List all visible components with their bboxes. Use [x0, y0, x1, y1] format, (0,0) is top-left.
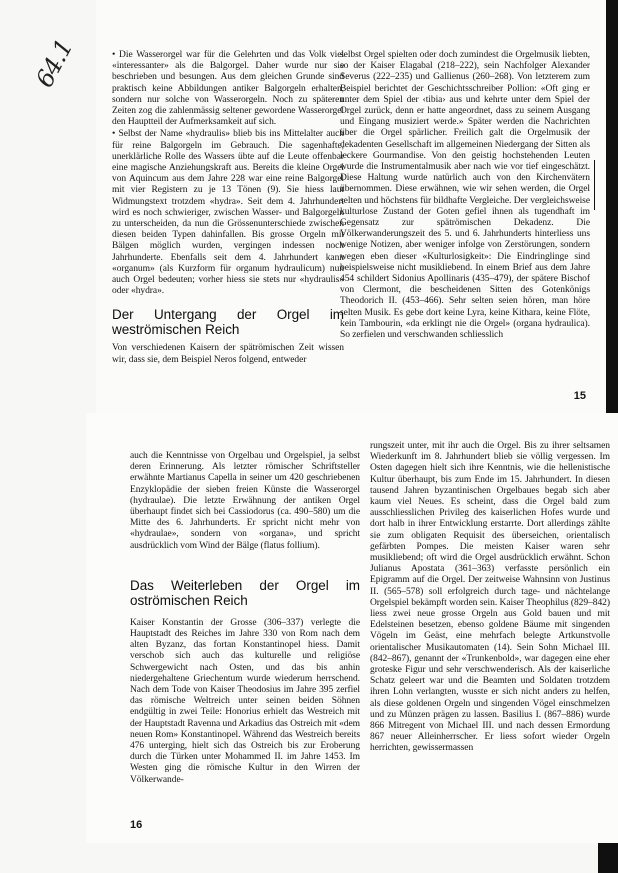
paragraph-orgel-spielten: selbst Orgel spielten oder doch zumindest die Orgelmusik liebten, so der Kaiser Elagabal (218–222), sein Nachfolger Alexander Severus (222–235) und Gallienus (260–268). Von letzterem zum Beispiel berichtet der Geschichtsschreiber Pollion: «Oft ging er unter dem Spiel der ‹tibia› aus und kehrte unter dem Spiel der Orgel zurück, denn er hatte angeordnet, dass zu seinem Ausgang und Eingang musiziert werde.» Später werden die Nachrichten über die Orgel spärlicher. Freilich galt die Orgelmusik der dekadenten Gesellschaft im allgemeinen Niedergang der Sitten als leckere Gourmandise. Von den geistig hochstehenden Leuten wurde die Instrumentalmusik aber nach wie vor tief eingeschätzt. Diese Haltung wurde natürlich auch von den Kirchenvätern übernommen. Diese erwähnen, wie wir sehen werden, die Orgel selten und höchstens für bildhafte Vergleiche. Der vergleichsweise kulturlose Zustand der Goten gefiel ihnen als tugendhaft im Gegensatz zur spätrömischen Dekadenz. Die Völkerwanderungszeit des 5. und 6. Jahrhunderts hinterliess uns wenige Notizen, aber weniger infolge von Zerstörungen, sondern wegen eben dieser «Kulturlosigkeit»: Die Eindringlinge sind beispielsweise nicht musikliebend. In einem Brief aus dem Jahre 454 schildert Sidonius Apollinaris (435–479), der spätere Bischof von Clermont, die bescheidenen Sitten des Gotenkönigs Theodorich II. (453–466). Sehr selten seien hören, man höre selten Musik. Es gebe dort keine Lyra, keine Kithara, keine Flöte, kein Tambourin, «da erklingt nie die Orgel» (organa hydraulica). So zerfielen und verschwanden schliesslich — [340, 50, 590, 341]
paragraph-konstantin: Kaiser Konstantin der Grosse (306–337) verlegte die Hauptstadt des Reiches im Jahre 330 von Rom nach dem alten Byzanz, das fortan Konstantinopel hiess. Damit verschob sich auch das kulturelle und religiöse Schwergewicht nach Osten, und das bis anhin niedergehaltene Griechentum wurde wiederum herrschend. Nach dem Tode von Kaiser Theodosius im Jahre 395 zerfiel das römische Weltreich unter seinen beiden Söhnen endgültig in zwei Teile: Honorius erhielt das Westreich mit der Hauptstadt Ravenna und Arkadius das Ostreich mit «dem neuen Rom» Konstantinopel. Während das Westreich bereits 476 unterging, hielt sich das Ostreich bis zur Eroberung durch die Türken unter Mohammed II. im Jahre 1453. Im Westen ging die römische Kultur in den Wirren der Völkerwande- — [130, 617, 360, 785]
heading-weiterleben: Das Weiterleben der Orgel im oströmischen Reich — [130, 577, 360, 608]
margin-mark — [594, 160, 595, 210]
page-number-15: 15 — [573, 390, 586, 402]
paragraph-rungszeit: rungszeit unter, mit ihr auch die Orgel. Bis zu ihrer seltsamen Wiederkunft im 8. Jahrhundert blieb sie völlig vergessen. Im Osten dagegen hielt sich ihre Kenntnis, wie die hellenistische Kultur überhaupt, bis zum Ende im 15. Jahrhundert. In diesen tausend Jahren byzantinischen Orgelbaues begab sich aber kaum viel Neues. Es scheint, dass die Orgel bald zum ausschliesslichen Privileg des kaiserlichen Hofes wurde und dort halb in ihrer Entwicklung erstarrte. Dort allerdings zählte sie zum obligaten Requisit des überseichen, orientalisch gefärbten Pompes. Die meisten Kaiser waren sehr musikliebend; oft wird die Orgel ausdrücklich erwähnt. Schon Julianus Apostata (361–363) verfasste persönlich ein Epigramm auf die Orgel. Der zeitweise Wahnsinn von Justinus II. (565–578) soll erfolgreich durch tage- und nächtelange Orgelspiel bekämpft worden sein. Kaiser Theophilus (829–842) liess zwei neue grosse Orgeln aus Gold bauen und mit Edelsteinen besetzen, ebenso goldene Bäume mit singenden Vögeln im Geäst, eine mehrfach belegte Artkunstvolle orientalischer Musikautomaten (14). Sein Sohn Michael III. (842–867), genannt der «Trunkenbold», war dagegen eine eher groteske Figur und sehr verschwenderisch. Als der kaiserliche Schatz geleert war und die Beamten und Soldaten trotzdem ihren Lohn verlangten, wusste er sich nicht anders zu helfen, als diese goldenen Orgeln und singenden Vögel einschmelzen und zu Münzen prägen zu lassen. Basilius I. (867–886) wurde 866 Mitregent von Michael III. und nach dessen Ermordung 867 neuer Alleinherrscher. Er liess sofort wieder Orgeln herrichten, gewissermassen — [370, 441, 610, 754]
page-16-right-column — [370, 441, 610, 755]
paragraph-kaiser: Von verschiedenen Kaisern der spätrömischen Zeit wissen wir, dass sie, dem Beispiel Neros folgend, entweder — [112, 343, 344, 365]
page-15-left-column — [112, 50, 344, 366]
page-16-left-column — [130, 451, 360, 786]
page-number-16: 16 — [130, 819, 143, 831]
paragraph-kenntnisse: auch die Kenntnisse von Orgelbau und Orgelspiel, ja selbst deren Erinnerung. Als letzter römischer Schriftsteller erwähnte Martianus Capella in seiner um 420 geschriebenen Enzyklopädie der sieben freien Künste die Wasserorgel (hydraulae). Die letzte Erwähnung der antiken Orgel überhaupt findet sich bei Cassiodorus (ca. 490–580) um die Mitte des 6. Jahrhunderts. Er spricht nicht mehr von «hydraulae», sondern von «organa», und spricht ausdrücklich vom Wind der Bälge (flatus follium). — [130, 451, 360, 551]
page-15 — [96, 0, 606, 413]
page-15-right-column — [340, 50, 590, 341]
handwritten-note: 64.1 — [30, 35, 79, 92]
paragraph-hydraulis: • Selbst der Name «hydraulis» blieb bis ins Mittelalter auch für reine Balgorgeln im Gebrauch. Die sagenhafte, unerklärliche Rolle des Wassers übte auf die Leute offenbar eine magische Anziehungskraft aus. Bereits die kleine Orgel von Aquincum aus dem Jahre 228 war eine reine Balgorgel mit vier Registern zu je 13 Tönen (9). Sie hiess laut Widmungstext trotzdem «hydra». Seit dem 4. Jahrhundert wird es noch schwieriger, zwischen Wasser- und Balgorgeln zu unterscheiden, da nun die Grössenunterschiede zwischen diesen beiden Typen dahinfallen. Bis grosse Orgeln mit Bälgen möglich wurden, vergingen indessen noch Jahrhunderte. Ebenfalls seit dem 4. Jahrhundert kann «organum» (als Kurzform für organum hydraulicum) nun auch Orgel bedeuten; vorher hiess sie stets nur «hydraulis» oder «hydra». — [112, 129, 344, 297]
page-16 — [86, 413, 618, 843]
paragraph-wasserorgel: • Die Wasserorgel war für die Gelehrten und das Volk viel «interessanter» als die Balgorgel. Daher wurde nur sie beschrieben und besungen. Aus dem gleichen Grunde sind praktisch keine Abbildungen antiker Balgorgeln erhalten, sondern nur solche von Wasserorgeln. Noch zu späteren Zeiten zog die zahlenmässig seltener gewordene Wasserorgel den Hauptteil der Aufmerksamkeit auf sich. — [112, 50, 344, 128]
heading-untergang: Der Untergang der Orgel im weströmischen Reich — [112, 307, 344, 338]
